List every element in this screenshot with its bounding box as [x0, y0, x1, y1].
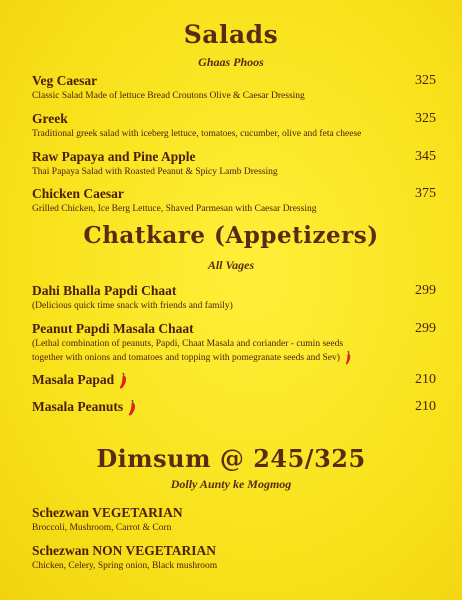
item-price: 210 — [415, 372, 436, 387]
chili-pepper-icon — [343, 350, 352, 366]
dimsum-subtitle: Dolly Aunty ke Mogmog — [170, 477, 292, 491]
menu-item-masala-papad — [32, 372, 436, 390]
item-price: 345 — [415, 149, 436, 164]
menu-item-dahi-bhalla — [32, 283, 436, 312]
menu-item-masala-peanuts — [32, 399, 436, 417]
item-name: Schezwan NON VEGETARIAN — [32, 543, 217, 558]
chili-pepper-icon — [126, 399, 137, 417]
item-name: Peanut Papdi Masala Chaat — [32, 321, 194, 336]
menu-item-greek — [32, 111, 436, 140]
item-name-row — [32, 372, 436, 390]
item-price: 210 — [415, 399, 436, 414]
item-description: Chicken, Celery, Spring onion, Black mushroom — [32, 561, 218, 571]
item-name: Greek — [32, 111, 68, 126]
menu-item-veg-caesar — [32, 73, 436, 102]
chili-pepper-icon — [117, 372, 128, 390]
menu-item-peanut-papdi — [32, 321, 436, 366]
item-description: Thai Papaya Salad with Roasted Peanut & Spicy Lamb Dressing — [32, 167, 278, 177]
item-description: Broccoli, Mushroom, Carrot & Corn — [32, 523, 172, 533]
item-description-line-1: (Lethal combination of peanuts, Papdi, Chaat Masala and coriander - cumin seeds — [32, 339, 344, 349]
dimsum-title: Dimsum @ 245/325 — [96, 444, 366, 473]
item-price: 299 — [415, 283, 436, 298]
item-name: Masala Papad — [32, 372, 115, 388]
menu-item-schezwan-nonveg — [32, 543, 436, 572]
item-name: Raw Papaya and Pine Apple — [32, 149, 196, 164]
item-description: Traditional greek salad with iceberg lettuce, tomatoes, cucumber, olive and feta cheese — [32, 129, 362, 139]
chatkare-title: Chatkare (Appetizers) — [83, 222, 379, 249]
item-description: Grilled Chicken, Ice Berg Lettuce, Shaved Parmesan with Caesar Dressing — [32, 204, 317, 214]
salads-title: Salads — [183, 20, 279, 49]
item-description-text: together with onions and tomatoes and topping with pomegranate seeds and Sev) — [32, 353, 340, 364]
salads-subtitle: Ghaas Phoos — [198, 55, 264, 69]
item-name: Schezwan VEGETARIAN — [32, 505, 183, 520]
item-price: 325 — [415, 73, 436, 88]
item-name: Veg Caesar — [32, 73, 98, 88]
menu-item-raw-papaya — [32, 149, 436, 178]
item-price: 375 — [415, 186, 436, 201]
item-name: Masala Peanuts — [32, 399, 124, 415]
item-description-line-2 — [32, 350, 436, 366]
item-name: Chicken Caesar — [32, 186, 124, 201]
item-description: Classic Salad Made of lettuce Bread Croutons Olive & Caesar Dressing — [32, 91, 305, 101]
item-description: (Delicious quick time snack with friends and family) — [32, 301, 233, 311]
item-price: 299 — [415, 321, 436, 336]
menu-item-chicken-caesar — [32, 186, 436, 215]
item-price: 325 — [415, 111, 436, 126]
item-name: Dahi Bhalla Papdi Chaat — [32, 283, 177, 298]
chatkare-subtitle: All Vages — [207, 258, 255, 272]
menu-item-schezwan-veg — [32, 505, 436, 534]
item-name-row — [32, 399, 436, 417]
